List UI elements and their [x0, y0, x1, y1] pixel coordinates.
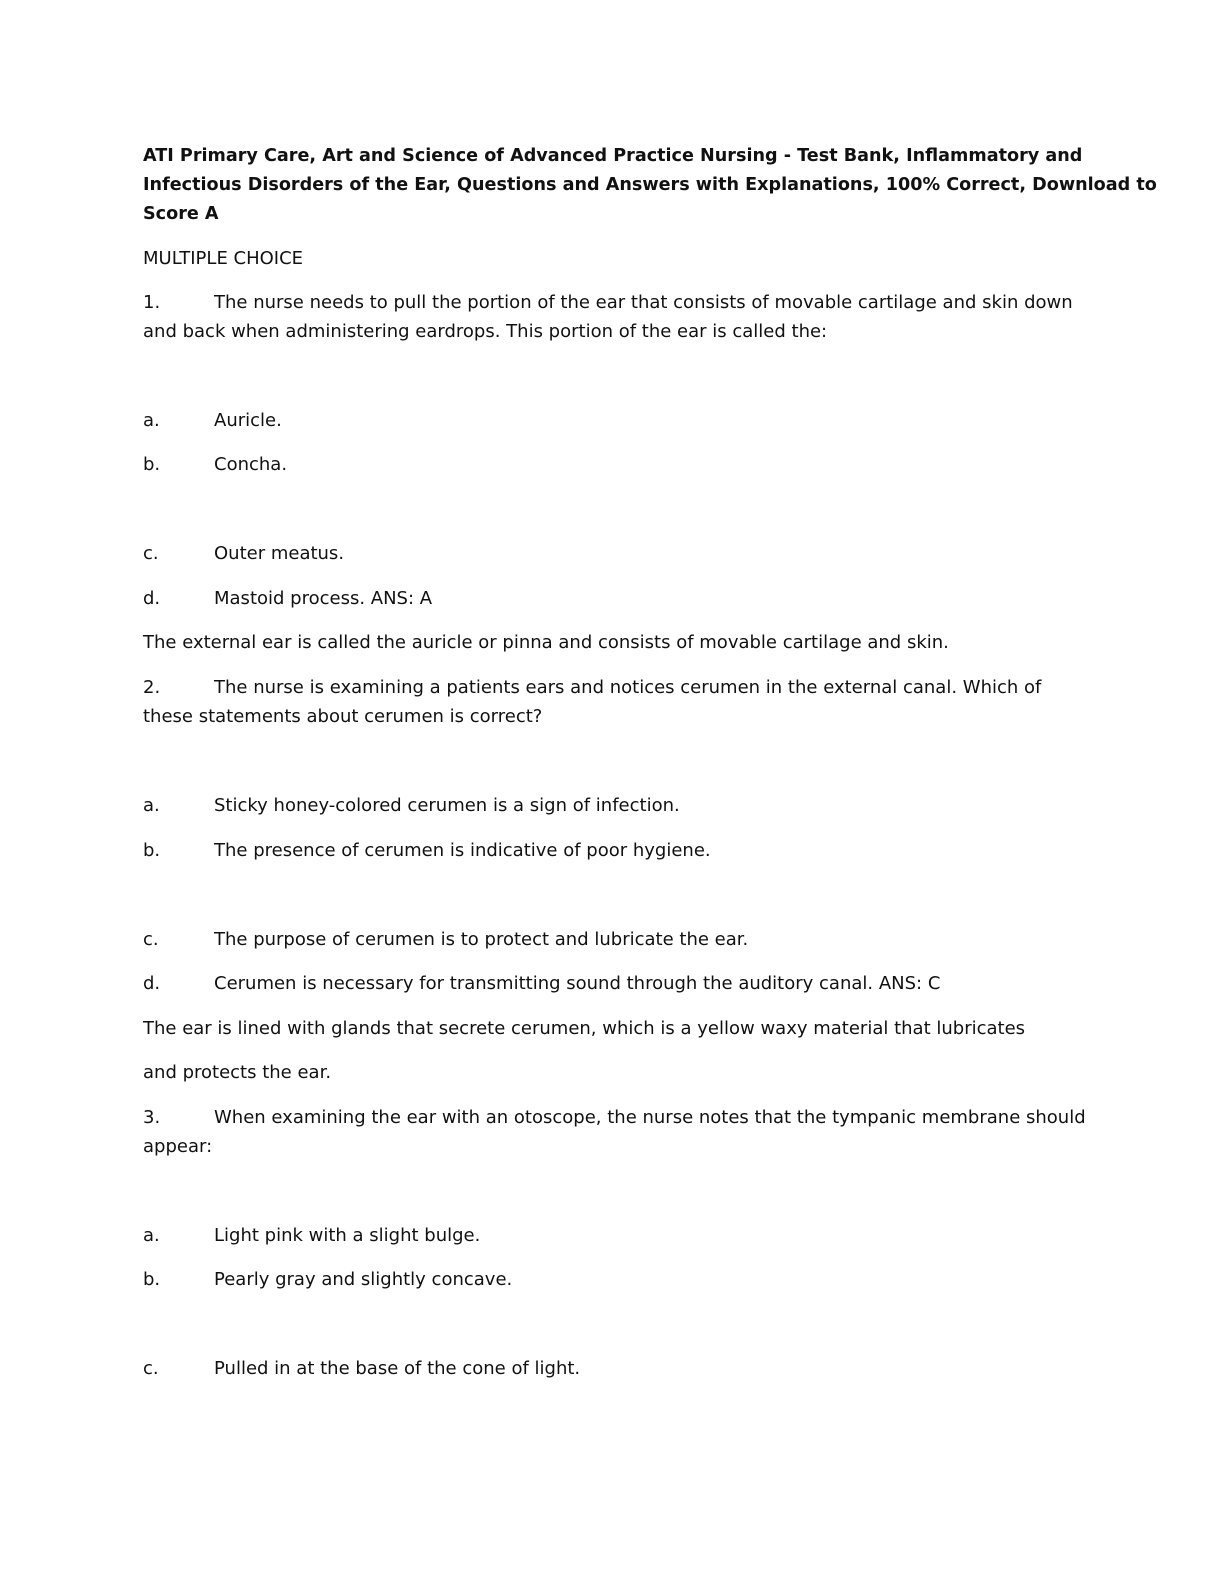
option-text: Concha.	[214, 454, 288, 475]
question-number: 2.	[143, 677, 161, 698]
option-text: Light pink with a slight bulge.	[214, 1225, 481, 1246]
option-letter: d.	[143, 588, 161, 609]
option-letter: b.	[143, 840, 161, 861]
option-text: The purpose of cerumen is to protect and lubricate the ear.	[214, 929, 749, 950]
option-text: Pearly gray and slightly concave.	[214, 1269, 513, 1290]
option-text: The presence of cerumen is indicative of poor hygiene.	[214, 840, 711, 861]
question-stem: The nurse needs to pull the portion of the ear that consists of movable cartilage and skin down	[214, 292, 1073, 313]
option-letter: a.	[143, 795, 160, 816]
option-letter: c.	[143, 1358, 159, 1379]
question-stem-continued: appear:	[143, 1136, 213, 1157]
option-letter: c.	[143, 543, 159, 564]
document-title-line-2: Infectious Disorders of the Ear, Questions and Answers with Explanations, 100% Correct, Download to	[143, 175, 1157, 195]
option-letter: c.	[143, 929, 159, 950]
option-letter: b.	[143, 454, 161, 475]
question-stem: The nurse is examining a patients ears and notices cerumen in the external canal. Which of	[214, 677, 1042, 698]
option-text: Auricle.	[214, 410, 282, 431]
answer-explanation: The ear is lined with glands that secrete cerumen, which is a yellow waxy material that lubricates	[143, 1018, 1026, 1039]
answer-explanation: The external ear is called the auricle or pinna and consists of movable cartilage and skin.	[143, 632, 949, 653]
option-letter: b.	[143, 1269, 161, 1290]
question-stem-continued: these statements about cerumen is correct?	[143, 706, 543, 727]
document-title-line-3: Score A	[143, 204, 219, 224]
option-text: Sticky honey-colored cerumen is a sign of infection.	[214, 795, 680, 816]
question-stem: When examining the ear with an otoscope, the nurse notes that the tympanic membrane should	[214, 1107, 1086, 1128]
answer-explanation-continued: and protects the ear.	[143, 1062, 332, 1083]
section-heading: MULTIPLE CHOICE	[143, 248, 304, 269]
option-text: Cerumen is necessary for transmitting sound through the auditory canal. ANS: C	[214, 973, 941, 994]
option-text: Mastoid process. ANS: A	[214, 588, 433, 609]
question-number: 1.	[143, 292, 161, 313]
option-letter: d.	[143, 973, 161, 994]
option-text: Outer meatus.	[214, 543, 345, 564]
document-title-line-1: ATI Primary Care, Art and Science of Advanced Practice Nursing - Test Bank, Inflammatory and	[143, 146, 1083, 166]
question-number: 3.	[143, 1107, 161, 1128]
option-text: Pulled in at the base of the cone of light.	[214, 1358, 581, 1379]
option-letter: a.	[143, 1225, 160, 1246]
option-letter: a.	[143, 410, 160, 431]
question-stem-continued: and back when administering eardrops. This portion of the ear is called the:	[143, 321, 828, 342]
